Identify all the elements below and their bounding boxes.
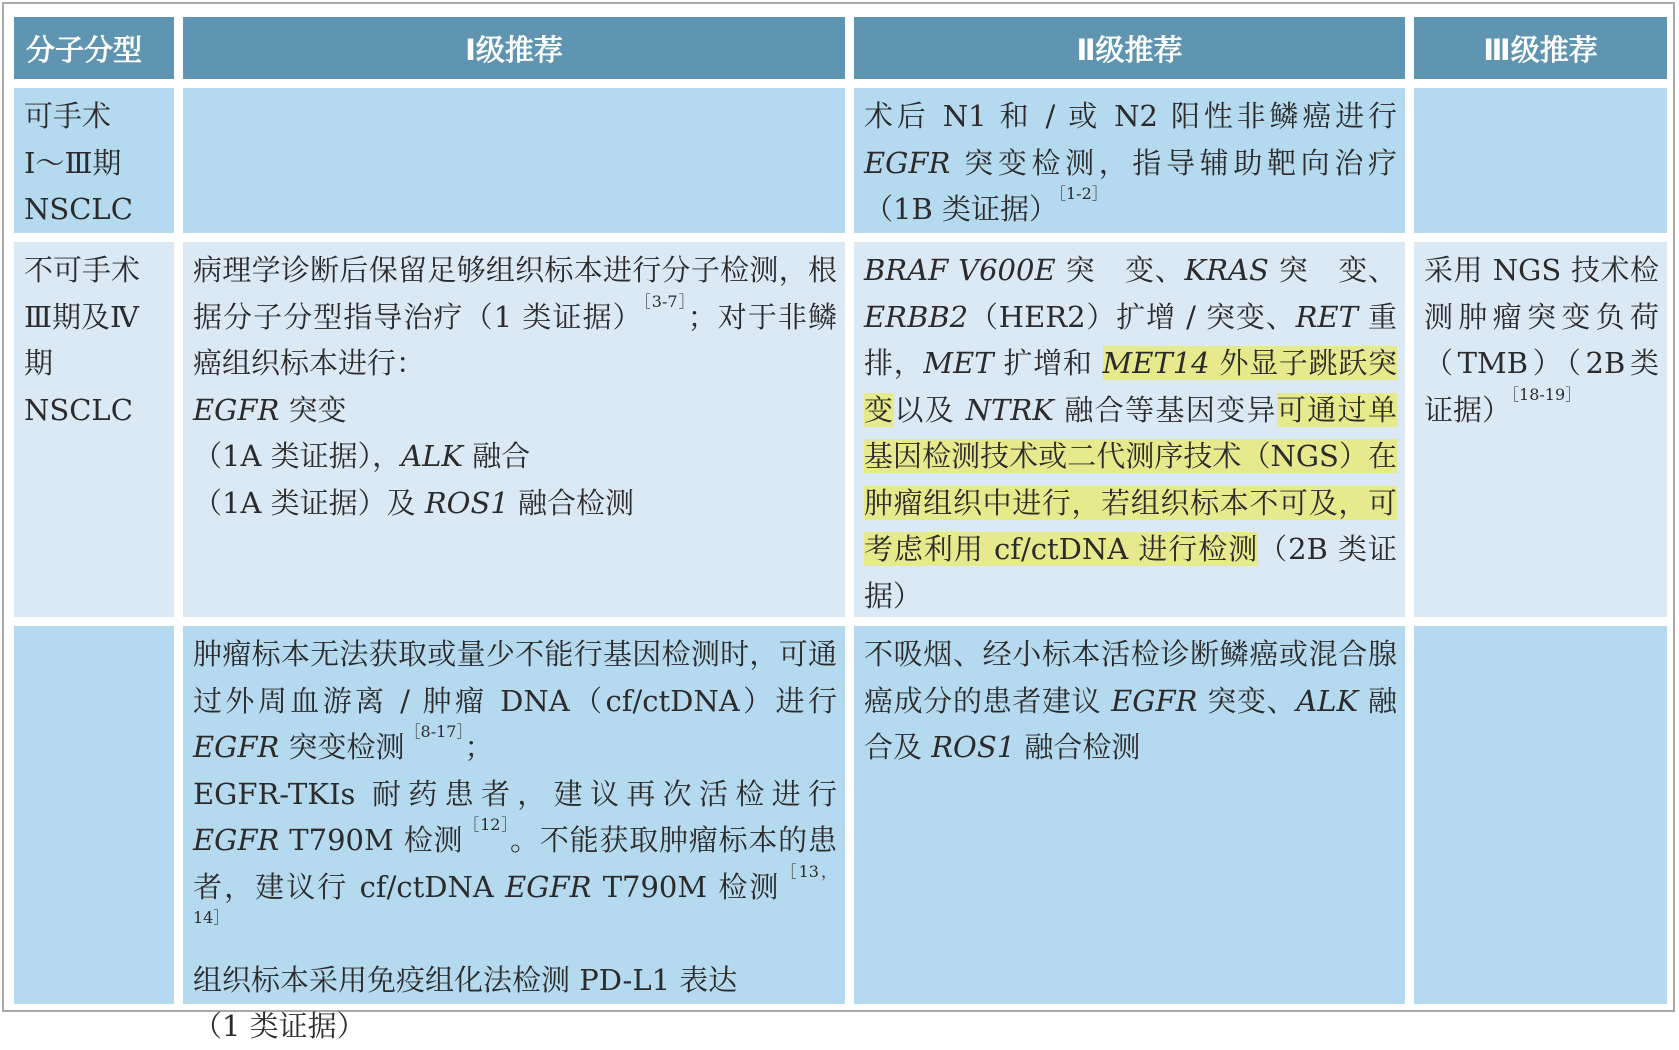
text: 扩增和 bbox=[993, 346, 1103, 380]
row2-grade1-text-a: 病理学诊断后保留足够组织标本进行分子检测，根据分子分型指导治疗（1 类证据） bbox=[193, 253, 837, 334]
gene-ros1: ROS1 bbox=[931, 730, 1016, 764]
row1-type-line2: Ⅰ～Ⅲ期 bbox=[24, 145, 122, 180]
row2-type bbox=[14, 242, 174, 617]
text: 融合等基因变异 bbox=[1053, 392, 1277, 427]
text: 突 变、 bbox=[1268, 253, 1397, 287]
evidence-level: （2B 类证据） bbox=[864, 532, 1397, 613]
highlight-ngs-text: 可通过单基因检测技术或二代测序技术（NGS）在肿瘤组织中进行，若组织标本不可及，可考虑利用 cf/ctDNA 进行检测 bbox=[864, 392, 1397, 566]
gene-egfr: EGFR bbox=[864, 145, 951, 180]
fusion-test-label: 融合检测 bbox=[508, 485, 634, 520]
text: T790M 检测 bbox=[279, 823, 464, 857]
row2-grade1 bbox=[183, 242, 845, 617]
row1-grade1 bbox=[183, 88, 845, 233]
row1-grade2 bbox=[854, 88, 1405, 233]
reference-mark: ［1-2］ bbox=[1057, 184, 1108, 203]
row2-type-line1: 不可手术 bbox=[24, 253, 141, 287]
header-molecular-type: 分子分型 bbox=[14, 17, 174, 79]
header-grade1: Ⅰ级推荐 bbox=[183, 17, 845, 79]
gene-egfr: EGFR bbox=[193, 823, 280, 857]
row3-grade1-para1 bbox=[193, 631, 837, 771]
gene-alk: ALK bbox=[1296, 683, 1359, 718]
gene-braf: BRAF V600E bbox=[864, 253, 1056, 287]
gene-alk: ALK bbox=[401, 439, 463, 473]
row2-grade3-text-a: 采用 NGS 技术检测肿瘤突变负荷（TMB） bbox=[1424, 253, 1659, 380]
row3-grade1-para3 bbox=[193, 957, 837, 1004]
text: EGFR-TKIs 耐药患者，建议再次活检进行 bbox=[193, 776, 837, 811]
evidence-level: （1A 类证据）及 bbox=[193, 485, 425, 520]
gene-kras: KRAS bbox=[1184, 253, 1269, 287]
row3-grade2 bbox=[854, 626, 1405, 1004]
text: 外显子跳跃突变 bbox=[864, 346, 1397, 427]
row3-type bbox=[14, 626, 174, 1004]
gene-egfr: EGFR bbox=[1111, 683, 1198, 718]
text: 。不能获取肿瘤标本的患者，建议行 cf/ctDNA bbox=[193, 823, 837, 904]
row1-grade2-text-b: 突变检测，指导辅助靶向治疗 bbox=[950, 145, 1397, 180]
text: 融合检测 bbox=[1015, 730, 1141, 764]
evidence-level: （1A 类证据）， bbox=[193, 439, 402, 473]
gene-met: MET bbox=[923, 346, 994, 380]
text: 突变检测 bbox=[279, 730, 405, 764]
reference-mark: ［3-7］ bbox=[642, 291, 688, 311]
text: 组织标本采用免疫组化法检测 PD-L1 表达 bbox=[193, 962, 738, 997]
text: 肿瘤标本无法获取或量少不能行基因检测时，可通过外周血游离 / 肿瘤 DNA（cf/ctDNA）进行 bbox=[193, 637, 837, 718]
header-grade2: Ⅱ级推荐 bbox=[854, 17, 1405, 79]
text: T790M 检测 bbox=[591, 869, 781, 904]
gene-egfr: EGFR bbox=[193, 730, 280, 764]
row2-grade3 bbox=[1414, 242, 1667, 617]
gene-ret: RET bbox=[1295, 299, 1358, 334]
row3-grade3 bbox=[1414, 626, 1667, 1004]
reference-mark: ［13，14］ bbox=[193, 861, 837, 927]
evidence-level: （1 类证据） bbox=[193, 1009, 366, 1043]
text: 重排， bbox=[864, 299, 1398, 380]
row2-type-line2: Ⅲ期及Ⅳ bbox=[24, 299, 139, 334]
reference-mark: ［8-17］ bbox=[404, 722, 465, 741]
text: 突变、 bbox=[1197, 683, 1297, 718]
row2-grade1-para1 bbox=[193, 247, 837, 387]
row2-grade1-alk bbox=[193, 433, 837, 480]
reference-mark: ［12］ bbox=[463, 815, 511, 834]
text: 突 变、 bbox=[1055, 253, 1185, 287]
row2-grade1-egfr bbox=[193, 387, 837, 434]
row1-grade2-text-a: 术后 N1 和 / 或 N2 阳性非鳞癌进行 bbox=[864, 99, 1397, 133]
header-grade3: Ⅲ级推荐 bbox=[1414, 17, 1667, 79]
mutation-label: 突变 bbox=[279, 392, 347, 427]
recommendation-table bbox=[2, 2, 1675, 1043]
gene-egfr: EGFR bbox=[193, 392, 280, 427]
gene-erbb2: ERBB2 bbox=[864, 299, 969, 334]
text: 融合及 bbox=[864, 683, 1398, 764]
gene-ntrk: NTRK bbox=[965, 392, 1054, 427]
text: 不吸烟、经小标本活检诊断鳞癌或混合腺癌成分的患者建议 bbox=[864, 637, 1397, 718]
gene-egfr: EGFR bbox=[505, 869, 592, 904]
row2-grade1-text-b: ；对于非鳞癌组织标本进行： bbox=[193, 299, 837, 380]
evidence-level: （2B类证据） bbox=[1424, 346, 1659, 427]
text: ； bbox=[464, 730, 494, 764]
gene-met14: MET14 bbox=[1102, 346, 1210, 380]
row2-type-line3: 期 NSCLC bbox=[24, 346, 133, 427]
row1-type-line3: NSCLC bbox=[24, 192, 133, 226]
text: 以及 bbox=[894, 392, 966, 427]
row3-grade1-para2 bbox=[193, 771, 837, 957]
row2-grade1-ros1 bbox=[193, 480, 837, 527]
reference-mark: ［18-19］ bbox=[1511, 384, 1582, 404]
row2-grade2 bbox=[854, 242, 1405, 617]
text: （HER2）扩增 / 突变、 bbox=[968, 299, 1296, 334]
row1-type-line1: 可手术 bbox=[24, 99, 112, 133]
gene-ros1: ROS1 bbox=[424, 485, 509, 520]
row3-grade1-para4 bbox=[193, 1003, 837, 1050]
row3-grade1 bbox=[183, 626, 845, 1043]
row1-grade3 bbox=[1414, 88, 1667, 233]
row1-type bbox=[14, 88, 174, 233]
fusion-label: 融合 bbox=[463, 439, 531, 473]
evidence-level: （1B 类证据） bbox=[864, 192, 1058, 226]
